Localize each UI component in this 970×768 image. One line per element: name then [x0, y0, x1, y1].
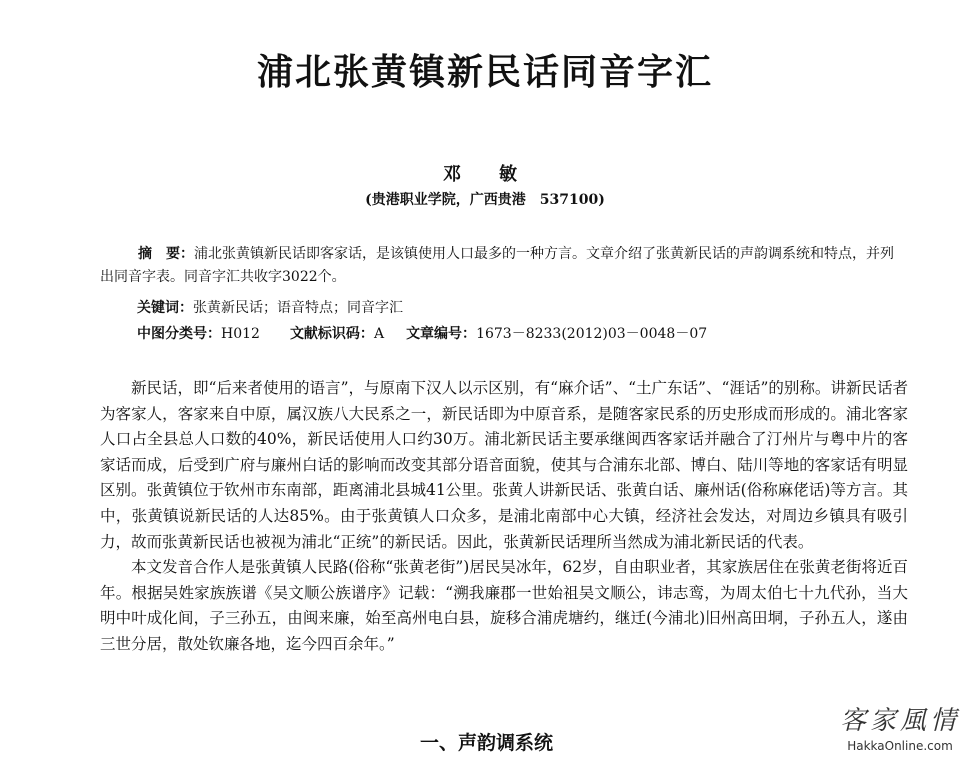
clc-label: 中图分类号：	[137, 326, 221, 342]
keywords-text: 张黄新民话；语音特点；同音字汇	[193, 300, 403, 316]
doc-code-label: 文献标识码：	[289, 326, 374, 342]
keywords-block	[137, 297, 403, 320]
doc-code-value: A	[373, 326, 385, 342]
paper-title: 浦北张黄镇新民话同音字汇	[256, 52, 713, 93]
body-text	[100, 376, 908, 658]
body-paragraph-1: 新民话，即“后来者使用的语言”，与原南下汉人以示区别，有“麻介话”、“土广东话”、“涯话”的别称。讲新民话者为客家人，客家来自中原，属汉族八大民系之一，新民话即为中原音系，是随客家民系的历史形成而形成的。浦北客家人口占全县总人口数的40%，新民话使用人口约30万。浦北新民话主要承继闽西客家话并融合了汀州片与粤中片的客家话而成，后受到广府与廉州白话的影响而改变其部分语音面貌，使其与合浦东北部、博白、陆川等地的客家话有明显区别。张黄镇位于钦州市东南部，距离浦北县城41公里。张黄人讲新民话、张黄白话、廉州话(俗称麻佬话)等方言。其中，张黄镇说新民话的人达85%。由于张黄镇人口众多，是浦北南部中心大镇，经济社会发达，对周边乡镇具有吸引力，故而张黄新民话也被视为浦北“正统”的新民话。因此，张黄新民话理所当然成为浦北新民话的代表。	[100, 379, 908, 551]
classification-block	[137, 323, 707, 346]
section-heading: 一、声韵调系统	[420, 732, 554, 754]
clc-value: H012	[221, 326, 260, 342]
body-paragraph-2: 本文发音合作人是张黄镇人民路(俗称“张黄老街”)居民吴冰年，62岁，自由职业者，其家族居住在张黄老街将近百年。根据吴姓家族族谱《吴文顺公族谱序》记载：“溯我廉郡一世始祖吴文顺公，讳志鸾，为周太伯七十九代孙，当大明中叶成化间，子三孙五，由闽来廉，始至高州电白县，旋移合浦虎塘约，继迁(今浦北)旧州高田垌，子孙五人，遂由三世分居，散处钦廉各地，迄今四百余年。”	[100, 558, 908, 653]
author-name: 邓 敏	[443, 164, 527, 185]
article-no-value: 1673－8233(2012)03－0048－07	[476, 326, 708, 342]
author-affiliation: (贵港职业学院，广西贵港 537100)	[365, 192, 605, 208]
abstract-text: 浦北张黄镇新民话即客家话，是该镇使用人口最多的一种方言。文章介绍了张黄新民话的声韵调系统和特点，并列出同音字表。同音字汇共收字3022个。	[100, 246, 894, 285]
keywords-label: 关键词：	[137, 300, 193, 316]
watermark-logo	[840, 700, 960, 753]
watermark-url: HakkaOnline.com	[847, 739, 953, 753]
article-no-label: 文章编号：	[406, 326, 477, 342]
watermark-script: 客家風情	[839, 706, 960, 736]
abstract-block	[100, 243, 895, 289]
abstract-label: 摘 要：	[138, 246, 194, 262]
